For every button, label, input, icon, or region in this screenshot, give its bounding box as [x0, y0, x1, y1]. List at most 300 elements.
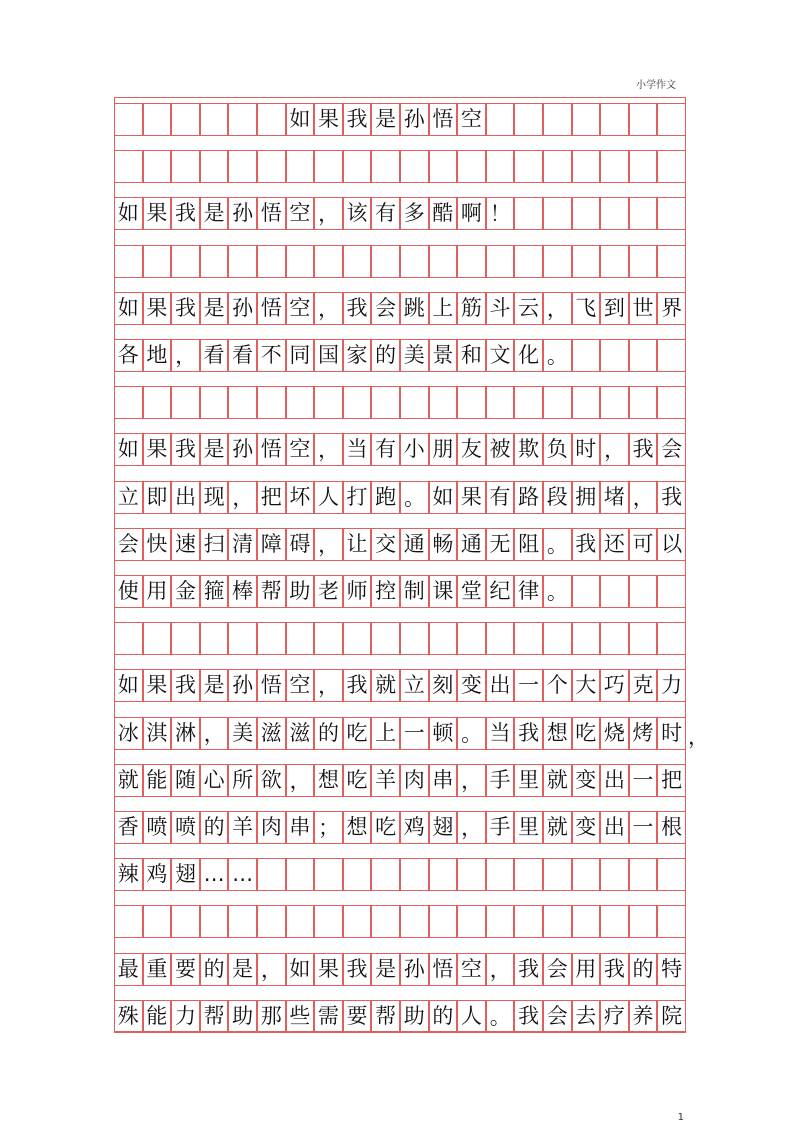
essay-char: 出 — [174, 484, 196, 509]
essay-char: 就 — [546, 767, 568, 792]
grid-cell — [200, 150, 229, 183]
essay-char: 看 — [203, 343, 225, 367]
grid-cell — [371, 764, 400, 797]
essay-char: 是 — [375, 956, 397, 981]
essay-char: 孙 — [232, 201, 254, 226]
grid-cell — [228, 528, 257, 561]
grid-row — [114, 764, 686, 797]
grid-cell — [400, 717, 429, 750]
grid-cell — [171, 858, 200, 891]
grid-cell — [200, 528, 229, 561]
grid-cell — [600, 905, 629, 938]
grid-cell — [400, 858, 429, 891]
grid-cell — [143, 150, 172, 183]
grid-cell — [543, 764, 572, 797]
grid-cell — [543, 386, 572, 419]
essay-char: 我 — [661, 484, 683, 509]
grid-cell — [514, 953, 543, 986]
essay-char: 老 — [317, 579, 339, 603]
essay-char: 随 — [174, 767, 196, 792]
essay-char: 如 — [289, 956, 311, 981]
essay-char: 我 — [174, 673, 196, 698]
grid-cell — [429, 292, 458, 325]
grid-cell — [343, 575, 372, 608]
grid-cell — [629, 905, 658, 938]
essay-char: ， — [318, 674, 340, 699]
grid-cell — [572, 528, 601, 561]
grid-cell — [286, 339, 315, 372]
grid-cell — [514, 905, 543, 938]
essay-char: 能 — [146, 1003, 168, 1028]
grid-cell — [343, 858, 372, 891]
essay-char: 有 — [375, 201, 397, 226]
grid-cell — [629, 386, 658, 419]
grid-cell — [200, 669, 229, 702]
grid-cell — [143, 858, 172, 891]
grid-cell — [486, 1000, 515, 1033]
grid-cell — [171, 717, 200, 750]
grid-cell — [171, 481, 200, 514]
grid-cell — [457, 197, 486, 230]
grid-cell — [543, 1000, 572, 1033]
essay-char: 特 — [661, 956, 683, 981]
grid-cell — [543, 811, 572, 844]
grid-cell — [657, 953, 686, 986]
essay-char: 同 — [289, 343, 311, 367]
essay-char: 变 — [460, 673, 482, 698]
grid-cell — [228, 339, 257, 372]
grid-cell — [600, 292, 629, 325]
essay-char: 美 — [232, 720, 254, 745]
grid-cell — [114, 953, 143, 986]
grid-cell — [286, 197, 315, 230]
grid-cell — [143, 764, 172, 797]
grid-cell — [257, 669, 286, 702]
essay-char: 空 — [289, 201, 311, 226]
essay-char: 喷 — [174, 815, 196, 839]
grid-cell — [314, 150, 343, 183]
essay-char: 国 — [317, 343, 339, 367]
grid-cell — [543, 339, 572, 372]
grid-cell — [286, 764, 315, 797]
grid-row — [114, 150, 686, 183]
essay-char: 界 — [661, 295, 683, 320]
grid-cell — [657, 481, 686, 514]
grid-cell — [114, 528, 143, 561]
grid-cell — [429, 1000, 458, 1033]
grid-cell — [629, 622, 658, 655]
essay-char: 即 — [146, 484, 168, 509]
essay-char: 果 — [146, 201, 168, 226]
grid-cell — [600, 811, 629, 844]
essay-char: 会 — [375, 295, 397, 320]
grid-cell — [114, 905, 143, 938]
essay-char: 肉 — [403, 767, 425, 792]
grid-cell — [371, 669, 400, 702]
grid-cell — [200, 197, 229, 230]
grid-cell — [486, 150, 515, 183]
grid-cell — [286, 245, 315, 278]
essay-char: 喷 — [146, 815, 168, 839]
grid-cell — [114, 103, 143, 136]
essay-char: 里 — [518, 767, 540, 792]
grid-cell — [429, 339, 458, 372]
essay-char: 是 — [203, 673, 225, 698]
grid-cell — [343, 150, 372, 183]
grid-cell — [371, 1000, 400, 1033]
grid-cell — [314, 905, 343, 938]
grid-cell — [171, 339, 200, 372]
grid-cell — [143, 575, 172, 608]
grid-cell — [171, 669, 200, 702]
essay-char: 金 — [174, 579, 196, 603]
grid-cell — [343, 481, 372, 514]
grid-cell — [171, 905, 200, 938]
grid-cell — [200, 433, 229, 466]
grid-cell — [114, 811, 143, 844]
essay-char: 立 — [117, 484, 139, 509]
grid-cell — [114, 858, 143, 891]
essay-char: 控 — [375, 579, 397, 603]
grid-cell — [114, 669, 143, 702]
essay-char: 是 — [232, 956, 254, 981]
grid-cell — [514, 150, 543, 183]
grid-cell — [429, 622, 458, 655]
essay-char: 想 — [546, 720, 568, 745]
essay-char: 拥 — [575, 484, 597, 509]
grid-cell — [600, 1000, 629, 1033]
grid-cell — [228, 717, 257, 750]
essay-char: ， — [232, 485, 254, 510]
essay-char: 箍 — [203, 579, 225, 603]
grid-cell — [572, 433, 601, 466]
grid-cell — [143, 1000, 172, 1033]
essay-char: 立 — [403, 673, 425, 698]
essay-char: 以 — [661, 531, 683, 556]
grid-cell — [514, 481, 543, 514]
essay-char: 疗 — [603, 1003, 625, 1028]
essay-char: 所 — [232, 767, 254, 792]
essay-char: 。 — [461, 721, 483, 746]
essay-char: 用 — [575, 956, 597, 981]
grid-cell — [457, 292, 486, 325]
grid-cell — [429, 575, 458, 608]
grid-cell — [400, 622, 429, 655]
essay-char: 助 — [232, 1003, 254, 1028]
essay-char: 去 — [575, 1003, 597, 1028]
grid-row — [114, 811, 686, 844]
grid-cell — [400, 811, 429, 844]
essay-char: 用 — [146, 579, 168, 603]
essay-char: 是 — [203, 201, 225, 226]
essay-char: 空 — [460, 956, 482, 981]
essay-char: 翅 — [432, 815, 454, 839]
grid-cell — [257, 292, 286, 325]
grid-cell — [514, 669, 543, 702]
grid-cell — [429, 811, 458, 844]
essay-char: 小 — [403, 437, 425, 462]
grid-cell — [143, 197, 172, 230]
grid-cell — [486, 717, 515, 750]
essay-char: 就 — [117, 767, 139, 792]
essay-char: 。 — [546, 532, 568, 557]
grid-cell — [200, 905, 229, 938]
grid-cell — [228, 245, 257, 278]
grid-cell — [629, 717, 658, 750]
essay-char: 飞 — [575, 295, 597, 320]
grid-cell — [343, 622, 372, 655]
essay-char: … — [232, 862, 254, 887]
essay-char: 会 — [546, 1003, 568, 1028]
essay-char: ， — [461, 768, 483, 793]
grid-cell — [314, 858, 343, 891]
essay-char: 该 — [346, 201, 368, 226]
grid-cell — [228, 197, 257, 230]
grid-cell — [486, 433, 515, 466]
essay-char: 空 — [289, 295, 311, 320]
grid-cell — [600, 764, 629, 797]
grid-cell — [657, 103, 686, 136]
essay-char: 出 — [603, 767, 625, 792]
grid-cell — [200, 858, 229, 891]
grid-cell — [114, 386, 143, 419]
essay-char: 是 — [203, 437, 225, 462]
grid-cell — [143, 905, 172, 938]
essay-char: 巧 — [603, 673, 625, 698]
essay-char: 的 — [432, 1003, 454, 1028]
essay-char: 我 — [174, 437, 196, 462]
grid-cell — [286, 528, 315, 561]
essay-char: 重 — [146, 956, 168, 981]
grid-cell — [400, 339, 429, 372]
essay-char: 如 — [432, 484, 454, 509]
essay-char: 羊 — [375, 767, 397, 792]
grid-cell — [314, 481, 343, 514]
grid-cell — [314, 669, 343, 702]
essay-char: 如 — [289, 107, 311, 131]
grid-cell — [572, 905, 601, 938]
grid-cell — [228, 386, 257, 419]
essay-char: 肉 — [260, 815, 282, 839]
essay-char: 孙 — [232, 295, 254, 320]
essay-char: 友 — [460, 437, 482, 462]
grid-cell — [171, 197, 200, 230]
essay-char: 看 — [232, 343, 254, 367]
essay-char: 顿 — [432, 720, 454, 745]
grid-cell — [171, 764, 200, 797]
essay-char: 不 — [260, 343, 282, 367]
grid-cell — [429, 433, 458, 466]
essay-char: 各 — [117, 343, 139, 367]
essay-overflow-char: ， — [688, 724, 709, 749]
essay-char: 我 — [603, 956, 625, 981]
grid-cell — [657, 811, 686, 844]
grid-cell — [514, 575, 543, 608]
grid-cell — [657, 433, 686, 466]
grid-cell — [228, 575, 257, 608]
grid-cell — [514, 433, 543, 466]
essay-char: ， — [175, 344, 197, 368]
essay-char: 啊 — [460, 201, 482, 226]
essay-char: 就 — [546, 815, 568, 839]
grid-cell — [657, 622, 686, 655]
grid-cell — [228, 669, 257, 702]
grid-cell — [143, 386, 172, 419]
grid-cell — [286, 953, 315, 986]
essay-char: 孙 — [403, 107, 425, 131]
grid-cell — [286, 669, 315, 702]
grid-cell — [600, 197, 629, 230]
grid-cell — [514, 622, 543, 655]
grid-cell — [457, 669, 486, 702]
grid-cell — [114, 292, 143, 325]
grid-cell — [314, 292, 343, 325]
essay-char: 会 — [546, 956, 568, 981]
grid-cell — [371, 150, 400, 183]
essay-char: ， — [260, 957, 282, 982]
grid-cell — [371, 103, 400, 136]
essay-char: 些 — [289, 1003, 311, 1028]
grid-cell — [629, 764, 658, 797]
grid-cell — [114, 1000, 143, 1033]
grid-cell — [228, 1000, 257, 1033]
grid-cell — [200, 292, 229, 325]
grid-cell — [457, 622, 486, 655]
essay-char: 制 — [403, 579, 425, 603]
grid-cell — [286, 292, 315, 325]
grid-cell — [457, 905, 486, 938]
grid-frame — [114, 97, 686, 1032]
essay-char: 负 — [546, 437, 568, 462]
essay-char: 院 — [661, 1003, 683, 1028]
essay-char: 孙 — [403, 956, 425, 981]
essay-char: 扫 — [203, 531, 225, 556]
grid-cell — [400, 292, 429, 325]
grid-cell — [486, 811, 515, 844]
grid-cell — [657, 575, 686, 608]
essay-char: 那 — [260, 1003, 282, 1028]
grid-row — [114, 669, 686, 702]
grid-cell — [314, 764, 343, 797]
essay-char: 空 — [289, 437, 311, 462]
grid-cell — [429, 528, 458, 561]
grid-cell — [228, 811, 257, 844]
grid-cell — [486, 575, 515, 608]
essay-char: 出 — [489, 673, 511, 698]
grid-cell — [314, 103, 343, 136]
grid-cell — [371, 575, 400, 608]
grid-cell — [514, 1000, 543, 1033]
grid-cell — [457, 575, 486, 608]
grid-cell — [514, 528, 543, 561]
grid-cell — [171, 953, 200, 986]
grid-cell — [257, 150, 286, 183]
grid-cell — [400, 669, 429, 702]
grid-cell — [200, 811, 229, 844]
grid-cell — [286, 858, 315, 891]
essay-char: 一 — [518, 673, 540, 698]
essay-char: 欲 — [260, 767, 282, 792]
header-label: 小学作文 — [636, 80, 676, 91]
grid-cell — [457, 528, 486, 561]
essay-char: 多 — [403, 201, 425, 226]
essay-char: 助 — [289, 579, 311, 603]
essay-char: 能 — [146, 767, 168, 792]
essay-char: 筋 — [460, 295, 482, 320]
essay-char: 畅 — [432, 531, 454, 556]
grid-cell — [572, 622, 601, 655]
grid-cell — [171, 150, 200, 183]
grid-cell — [400, 953, 429, 986]
grid-cell — [200, 1000, 229, 1033]
essay-char: 到 — [603, 295, 625, 320]
essay-char: 路 — [518, 484, 540, 509]
grid-cell — [400, 103, 429, 136]
grid-cell — [343, 197, 372, 230]
grid-cell — [343, 292, 372, 325]
essay-char: 个 — [546, 673, 568, 698]
essay-char: ， — [604, 438, 626, 463]
grid-cell — [114, 764, 143, 797]
essay-char: 律 — [518, 579, 540, 603]
essay-char: 堵 — [603, 484, 625, 509]
grid-cell — [171, 622, 200, 655]
essay-char: 串 — [289, 815, 311, 839]
essay-char: 养 — [632, 1003, 654, 1028]
grid-cell — [257, 339, 286, 372]
essay-char: 是 — [375, 107, 397, 131]
essay-char: ， — [318, 296, 340, 321]
essay-char: 刻 — [432, 673, 454, 698]
grid-cell — [286, 622, 315, 655]
grid-cell — [486, 481, 515, 514]
essay-char: 和 — [460, 343, 482, 367]
essay-char: 的 — [203, 815, 225, 839]
grid-cell — [400, 197, 429, 230]
essay-char: 被 — [489, 437, 511, 462]
grid-cell — [114, 717, 143, 750]
essay-char: 是 — [203, 295, 225, 320]
grid-cell — [286, 575, 315, 608]
essay-char: 果 — [146, 673, 168, 698]
grid-cell — [629, 150, 658, 183]
essay-char: 有 — [375, 437, 397, 462]
essay-char: 还 — [603, 531, 625, 556]
grid-cell — [457, 811, 486, 844]
grid-cell — [371, 905, 400, 938]
essay-char: 翅 — [174, 862, 196, 887]
essay-char: 吃 — [346, 767, 368, 792]
grid-cell — [400, 528, 429, 561]
grid-cell — [657, 717, 686, 750]
grid-cell — [171, 386, 200, 419]
grid-cell — [143, 669, 172, 702]
essay-char: ， — [203, 721, 225, 746]
essay-char: 。 — [546, 580, 568, 604]
grid-cell — [600, 339, 629, 372]
essay-char: 景 — [432, 343, 454, 367]
essay-char: 跑 — [375, 484, 397, 509]
essay-char: ， — [289, 768, 311, 793]
grid-cell — [343, 103, 372, 136]
grid-cell — [228, 103, 257, 136]
essay-char: 需 — [317, 1003, 339, 1028]
grid-cell — [629, 575, 658, 608]
grid-cell — [143, 292, 172, 325]
grid-cell — [286, 103, 315, 136]
grid-cell — [200, 622, 229, 655]
grid-cell — [343, 528, 372, 561]
